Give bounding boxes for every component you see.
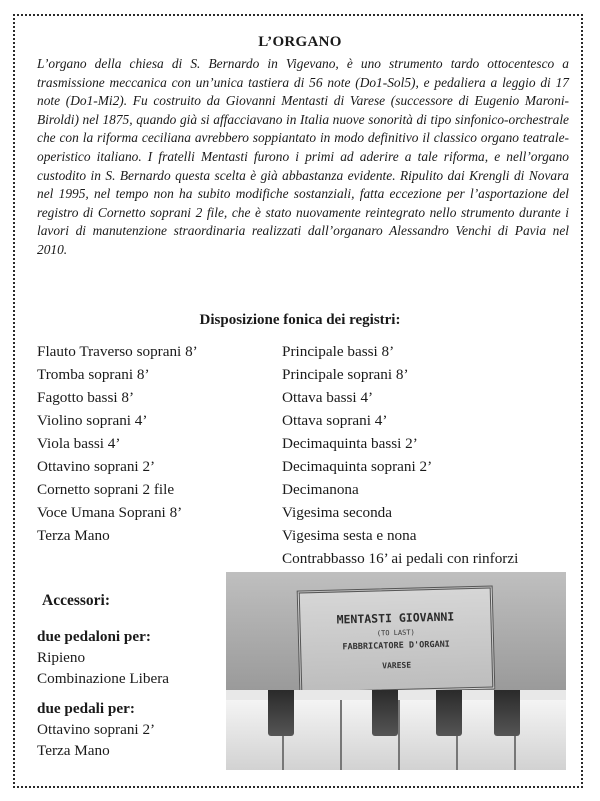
nameplate-line: VARESE <box>382 660 412 671</box>
accessory-item: Ripieno <box>37 649 86 666</box>
register-item: Principale bassi 8’ <box>282 343 395 360</box>
nameplate-maker-text: MENTASTI GIOVANNI <box>336 609 455 627</box>
register-item: Decimanona <box>282 481 359 498</box>
register-item: Flauto Traverso soprani 8’ <box>37 343 198 360</box>
accessory-item: Terza Mano <box>37 742 110 759</box>
register-item: Viola bassi 4’ <box>37 435 121 452</box>
accessory-item: Combinazione Libera <box>37 670 170 687</box>
register-item: Vigesima seconda <box>282 504 393 521</box>
register-item: Ottava bassi 4’ <box>282 389 374 406</box>
black-key <box>268 690 294 736</box>
register-item: Decimaquinta bassi 2’ <box>282 435 418 452</box>
registers-heading: Disposizione fonica dei registri: <box>199 312 401 328</box>
nameplate-line: FABBRICATORE D'ORGANI <box>342 639 451 653</box>
register-item: Voce Umana Soprani 8’ <box>37 504 183 521</box>
register-item: Fagotto bassi 8’ <box>37 389 135 406</box>
nameplate-line: (TO LAST) <box>376 628 415 638</box>
accessories-group-pedali <box>37 698 155 761</box>
organ-nameplate-photo <box>226 572 566 770</box>
register-item: Ottavino soprani 2’ <box>37 458 156 475</box>
black-key <box>436 690 462 736</box>
accessories-group-title: due pedaloni per: <box>37 628 151 645</box>
accessories-group-title: due pedali per: <box>37 700 135 717</box>
register-item: Ottava soprani 4’ <box>282 412 388 429</box>
black-key <box>494 690 520 736</box>
register-item: Terza Mano <box>37 527 110 544</box>
accessories-heading: Accessori: <box>42 592 110 609</box>
register-item: Decimaquinta soprani 2’ <box>282 458 433 475</box>
register-item: Vigesima sesta e nona <box>282 527 417 544</box>
register-item: Contrabbasso 16’ ai pedali con rinforzi <box>282 550 519 567</box>
register-item: Tromba soprani 8’ <box>37 366 150 383</box>
black-key <box>372 690 398 736</box>
registers-right-column <box>282 340 518 570</box>
white-key <box>516 700 566 770</box>
registers-left-column <box>37 340 198 547</box>
accessories-group-pedaloni <box>37 626 169 689</box>
register-item: Cornetto soprani 2 file <box>37 481 175 498</box>
intro-paragraph: L’organo della chiesa di S. Bernardo in Vigevano, è uno strumento tardo ottocentesco a trasmissione meccanica con un’unica tastiera di 56 note (Do1-Sol5), e pedaliera a leggio di 17 note (Do1-Mi2). Fu costruito da Giovanni Mentasti di Varese (successore di Eugenio Maroni-Biroldi) nel 1875, quando già si affacciavano in Italia nuove sonorità di tipo sinfonico-orchestrale che con la riforma ceciliana avrebbero soppiantato in modo definitivo il classico organo teatrale-operistico italiano. I fratelli Mentasti furono i primi ad aderire a tale riforma, e nell’organo custodito in S. Bernardo questa scelta è già abbastanza evidente. Ripulito dai Krengli di Novara nel 1995, nel tempo non ha subito modifiche sostanziali, fatta eccezione per l’asportazione del registro di Cornetto soprani 2 file, che è stato nuovamente reintegrato nello strumento durante i lavori di manutenzione straordinaria realizzati dall’organaro Alessandro Venchi di Pavia nel 2010. <box>37 56 569 257</box>
register-item: Violino soprani 4’ <box>37 412 148 429</box>
accessory-item: Ottavino soprani 2’ <box>37 721 156 738</box>
maker-nameplate <box>297 585 496 694</box>
organ-keyboard <box>226 690 566 770</box>
register-item: Principale soprani 8’ <box>282 366 409 383</box>
page-title: L’ORGANO <box>258 34 342 50</box>
